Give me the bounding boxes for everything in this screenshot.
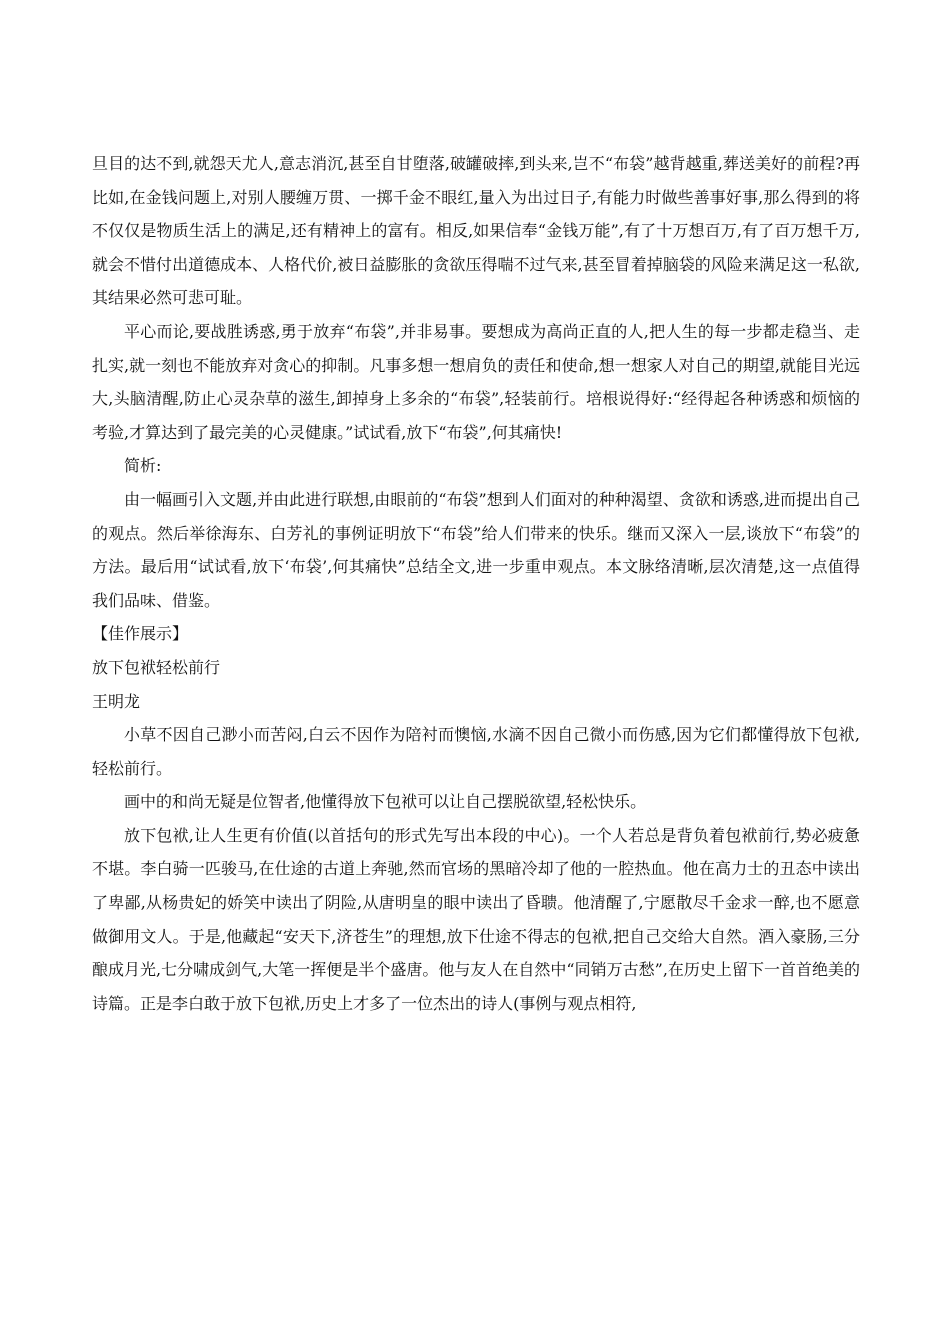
essay-author: 王明龙 [92, 691, 141, 711]
section-heading: 【佳作展示】 [92, 624, 189, 644]
paragraph: 旦目的达不到,就怨天尤人,意志消沉,甚至自甘堕落,破罐破摔,到头来,岂不“布袋”越背越重,葬送美好的前程?再比如,在金钱问题上,对别人腰缠万贯、一掷千金不眼红,量入为出过日子,有能力时做些善事好事,那么得到的将不仅仅是物质生活上的满足,还有精神上的富有。相反,如果信奉“金钱万能”,有了十万想百万,有了百万想千万,就会不惜付出道德成本、人格代价,被日益膨胀的贪欲压得喘不过气来,甚至冒着掉脑袋的风险来满足这一私欲,其结果必然可悲可耻。 [92, 154, 860, 308]
paragraph: 平心而论,要战胜诱惑,勇于放弃“布袋”,并非易事。要想成为高尚正直的人,把人生的每一步都走稳当、走扎实,就一刻也不能放弃对贪心的抑制。凡事多想一想肩负的责任和使命,想一想家人对自己的期望,就能目光远大,头脑清醒,防止心灵杂草的滋生,卸掉身上多余的“布袋”,轻装前行。培根说得好:“经得起各种诱惑和烦恼的考验,才算达到了最完美的心灵健康。”试试看,放下“布袋”,何其痛快! [92, 321, 860, 442]
paragraph: 画中的和尚无疑是位智者,他懂得放下包袱可以让自己摆脱欲望,轻松快乐。 [124, 792, 647, 812]
essay-title: 放下包袱轻松前行 [92, 657, 221, 677]
paragraph: 小草不因自己渺小而苦闷,白云不因作为陪衬而懊恼,水滴不因自己微小而伤感,因为它们都懂得放下包袱,轻松前行。 [92, 725, 860, 778]
document-body [92, 147, 860, 1020]
paragraph: 放下包袱,让人生更有价值(以首括句的形式先写出本段的中心)。一个人若总是背负着包袱前行,势必疲惫不堪。李白骑一匹骏马,在仕途的古道上奔驰,然而官场的黑暗冷却了他的一腔热血。他在高力士的丑态中读出了卑鄙,从杨贵妃的娇笑中读出了阴险,从唐明皇的眼中读出了昏聩。他清醒了,宁愿散尽千金求一醉,也不愿意做御用文人。于是,他藏起“安天下,济苍生”的理想,放下仕途不得志的包袱,把自己交给大自然。酒入豪肠,三分酿成月光,七分啸成剑气,大笔一挥便是半个盛唐。他与友人在自然中“同销万古愁”,在历史上留下一首首绝美的诗篇。正是李白敢于放下包袱,历史上才多了一位杰出的诗人(事例与观点相符, [92, 825, 860, 1013]
section-label-analysis: 简析: [124, 456, 162, 476]
paragraph: 由一幅画引入文题,并由此进行联想,由眼前的“布袋”想到人们面对的种种渴望、贪欲和诱惑,进而提出自己的观点。然后举徐海东、白芳礼的事例证明放下“布袋”给人们带来的快乐。继而又深入一层,谈放下“布袋”的方法。最后用“试试看,放下‘布袋’,何其痛快”总结全文,进一步重申观点。本文脉络清晰,层次清楚,这一点值得我们品味、借鉴。 [92, 489, 860, 610]
